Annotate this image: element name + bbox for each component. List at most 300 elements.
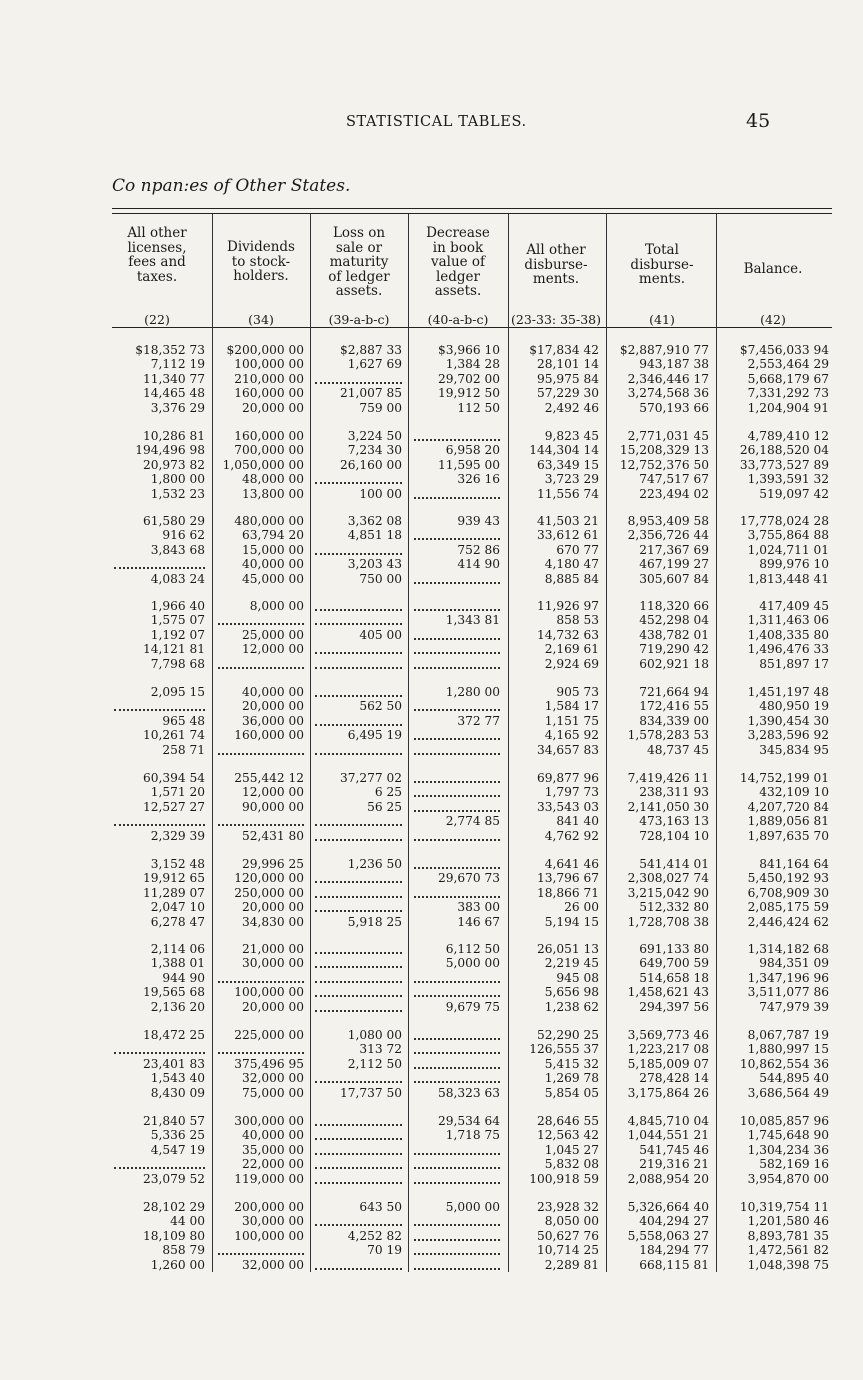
- table-cell: 4,851 18: [347, 528, 402, 543]
- table-cell: 1,880,997 15: [747, 1042, 829, 1057]
- table-cell: 37,277 02: [339, 771, 402, 785]
- table-cell: 9,679 75: [445, 999, 500, 1014]
- table-row: [0, 857, 863, 871]
- table-cell: 15,208,329 13: [619, 443, 709, 458]
- column-header: Total disburse- ments.: [630, 242, 694, 287]
- table-cell: 1,543 40: [150, 1071, 205, 1086]
- table-cell: 223,494 02: [639, 486, 709, 501]
- table-cell: 1,347,196 96: [747, 970, 829, 985]
- table-cell: 1,889,056 81: [747, 814, 829, 829]
- table-cell: 75,000 00: [241, 1085, 304, 1100]
- table-cell: 1,044,551 21: [627, 1128, 709, 1143]
- table-cell: 34,830 00: [241, 914, 304, 929]
- table-cell: 719,290 42: [639, 642, 709, 657]
- table-cell: 728,104 10: [639, 828, 709, 843]
- leader-dots: [315, 642, 402, 654]
- table-cell: 943,187 38: [639, 357, 709, 372]
- table-cell: 11,289 07: [142, 885, 205, 900]
- leader-dots: [315, 942, 402, 954]
- row-group: [0, 429, 863, 501]
- table-cell: 30,000 00: [241, 956, 304, 971]
- leader-dots: [218, 1243, 304, 1255]
- table-cell: 2,085,175 59: [747, 900, 829, 915]
- leader-dots: [414, 657, 500, 669]
- table-cell: 452,298 04: [639, 613, 709, 628]
- table-cell: 2,112 50: [347, 1056, 402, 1071]
- table-cell: 10,319,754 11: [739, 1200, 829, 1214]
- table-cell: 467,199 27: [639, 557, 709, 572]
- table-cell: 40,000 00: [241, 1128, 304, 1143]
- table-cell: 14,121 81: [142, 642, 205, 657]
- leader-dots: [414, 1143, 500, 1155]
- table-cell: 23,079 52: [142, 1171, 205, 1186]
- table-cell: 1,532 23: [150, 486, 205, 501]
- table-row: [0, 829, 863, 843]
- table-cell: 28,101 14: [536, 357, 599, 372]
- column-header: Balance.: [743, 261, 803, 277]
- table-cell: 160,000 00: [234, 728, 304, 743]
- leader-dots: [218, 814, 304, 826]
- leader-dots: [218, 613, 304, 625]
- table-cell: 541,414 01: [639, 857, 709, 871]
- leader-dots: [315, 1114, 402, 1126]
- table-cell: 11,926 97: [536, 599, 599, 613]
- table-row: [0, 1214, 863, 1228]
- table-cell: 8,067,787 19: [747, 1028, 829, 1042]
- table-row: [0, 871, 863, 885]
- column-code: (40-a-b-c): [427, 312, 489, 327]
- table-cell: 3,203 43: [347, 557, 402, 572]
- table-cell: 1,627 69: [347, 357, 402, 372]
- table-row: [0, 487, 863, 501]
- table-cell: 21,840 57: [142, 1114, 205, 1128]
- table-cell: 4,207,720 84: [747, 799, 829, 814]
- table-cell: 1,897,635 70: [747, 828, 829, 843]
- table-cell: 15,000 00: [241, 542, 304, 557]
- table-cell: $200,000 00: [226, 343, 304, 357]
- table-cell: 2,924 69: [544, 656, 599, 671]
- table-cell: 691,133 80: [639, 942, 709, 956]
- table-cell: 5,336 25: [150, 1128, 205, 1143]
- table-cell: 1,045 27: [544, 1142, 599, 1157]
- table-row: [0, 985, 863, 999]
- table-cell: 4,762 92: [544, 828, 599, 843]
- table-cell: 1,571 20: [150, 785, 205, 800]
- table-cell: 25,000 00: [241, 627, 304, 642]
- row-group: [0, 1200, 863, 1272]
- leader-dots: [414, 971, 500, 983]
- table-cell: 52,290 25: [536, 1028, 599, 1042]
- table-cell: 670 77: [556, 542, 599, 557]
- table-row: [0, 886, 863, 900]
- table-cell: 841 40: [556, 814, 599, 829]
- table-cell: 372 77: [457, 713, 500, 728]
- table-row: [0, 1071, 863, 1085]
- leader-dots: [315, 1258, 402, 1270]
- table-row: [0, 1172, 863, 1186]
- table-cell: 119,000 00: [234, 1171, 304, 1186]
- leader-dots: [315, 886, 402, 898]
- table-cell: 26,188,520 04: [739, 443, 829, 458]
- table-cell: 752 86: [457, 542, 500, 557]
- table-cell: 1,223,217 08: [627, 1042, 709, 1057]
- table-cell: 14,732 63: [536, 627, 599, 642]
- table-cell: 643 50: [359, 1200, 402, 1214]
- table-cell: 1,718 75: [445, 1128, 500, 1143]
- leader-dots: [315, 814, 402, 826]
- leader-dots: [414, 800, 500, 812]
- leader-dots: [315, 1214, 402, 1226]
- table-cell: 278,428 14: [639, 1071, 709, 1086]
- table-cell: 668,115 81: [639, 1257, 709, 1272]
- table-cell: 3,755,864 88: [747, 528, 829, 543]
- table-cell: 61,580 29: [142, 514, 205, 528]
- table-cell: 1,050,000 00: [222, 457, 304, 472]
- leader-dots: [414, 743, 500, 755]
- table-cell: 238,311 93: [639, 785, 709, 800]
- table-cell: 432,109 10: [759, 785, 829, 800]
- table-cell: 63,794 20: [241, 528, 304, 543]
- table-cell: 18,472 25: [142, 1028, 205, 1042]
- table-cell: 2,346,446 17: [627, 371, 709, 386]
- table-cell: 3,175,864 26: [627, 1085, 709, 1100]
- column-header: Loss on sale or maturity of ledger assets.: [328, 225, 390, 299]
- leader-dots: [414, 642, 500, 654]
- table-row: [0, 372, 863, 386]
- table-row: [0, 1128, 863, 1142]
- leader-dots: [315, 1000, 402, 1012]
- table-row: [0, 771, 863, 785]
- table-cell: 1,024,711 01: [747, 542, 829, 557]
- table-row: [0, 528, 863, 542]
- column-code: (41): [649, 312, 675, 327]
- table-cell: 5,326,664 40: [627, 1200, 709, 1214]
- leader-dots: [218, 971, 304, 983]
- table-cell: 512,332 80: [639, 900, 709, 915]
- table-cell: 4,165 92: [544, 728, 599, 743]
- table-cell: 12,000 00: [241, 642, 304, 657]
- table-cell: 10,286 81: [142, 429, 205, 443]
- table-cell: 899,976 10: [759, 557, 829, 572]
- table-cell: $3,966 10: [437, 343, 500, 357]
- table-cell: 57,229 30: [536, 386, 599, 401]
- table-row: [0, 557, 863, 571]
- column-code: (42): [760, 312, 786, 327]
- column-code: (39-a-b-c): [328, 312, 390, 327]
- table-cell: 12,000 00: [241, 785, 304, 800]
- leader-dots: [315, 1071, 402, 1083]
- table-cell: 144,304 14: [529, 443, 599, 458]
- table-row: [0, 657, 863, 671]
- table-row: [0, 357, 863, 371]
- leader-dots: [315, 1172, 402, 1184]
- table-cell: 841,164 64: [759, 857, 829, 871]
- page-number: 45: [746, 110, 771, 132]
- leader-dots: [414, 1229, 500, 1241]
- table-cell: 21,007 85: [339, 386, 402, 401]
- table-row: [0, 956, 863, 970]
- table-cell: 2,356,726 44: [627, 528, 709, 543]
- table-cell: 375,496 95: [234, 1056, 304, 1071]
- table-cell: 4,252 82: [347, 1228, 402, 1243]
- table-cell: 90,000 00: [241, 799, 304, 814]
- table-cell: 34,657 83: [536, 742, 599, 757]
- row-group: [0, 1114, 863, 1186]
- leader-dots: [218, 1042, 304, 1054]
- table-row: [0, 900, 863, 914]
- table-cell: 217,367 69: [639, 542, 709, 557]
- running-head: [0, 112, 863, 134]
- table-cell: 2,446,424 62: [747, 914, 829, 929]
- table-row: [0, 1229, 863, 1243]
- table-cell: 58,323 63: [437, 1085, 500, 1100]
- table-cell: 2,047 10: [150, 900, 205, 915]
- table-cell: 5,194 15: [544, 914, 599, 929]
- table-row: [0, 1114, 863, 1128]
- table-cell: 1,260 00: [150, 1257, 205, 1272]
- table-cell: 3,686,564 49: [747, 1085, 829, 1100]
- table-cell: 2,308,027 74: [627, 871, 709, 886]
- table-cell: 26,160 00: [339, 457, 402, 472]
- leader-dots: [114, 699, 205, 711]
- row-group: [0, 599, 863, 671]
- page-title: STATISTICAL TABLES.: [346, 114, 527, 130]
- table-cell: 1,236 50: [347, 857, 402, 871]
- table-cell: 33,543 03: [536, 799, 599, 814]
- leader-dots: [315, 871, 402, 883]
- table-cell: 2,219 45: [544, 956, 599, 971]
- table-cell: 514,658 18: [639, 970, 709, 985]
- table-cell: 480,000 00: [234, 514, 304, 528]
- table-cell: 916 62: [162, 528, 205, 543]
- table-cell: 219,316 21: [639, 1157, 709, 1172]
- table-cell: 1,192 07: [150, 627, 205, 642]
- table-row: [0, 915, 863, 929]
- leader-dots: [315, 985, 402, 997]
- leader-dots: [414, 572, 500, 584]
- table-cell: 1,311,463 06: [747, 613, 829, 628]
- table-row: [0, 1143, 863, 1157]
- leader-dots: [414, 1157, 500, 1169]
- table-cell: 26,051 13: [536, 942, 599, 956]
- table-cell: 40,000 00: [241, 685, 304, 699]
- leader-dots: [315, 956, 402, 968]
- table-row: [0, 599, 863, 613]
- table-cell: 26 00: [564, 900, 599, 915]
- table-cell: 3,274,568 36: [627, 386, 709, 401]
- table-cell: 700,000 00: [234, 443, 304, 458]
- table-cell: 1,201,580 46: [747, 1214, 829, 1229]
- table-cell: 100,000 00: [234, 1228, 304, 1243]
- table-cell: 4,641 46: [544, 857, 599, 871]
- table-cell: 602,921 18: [639, 656, 709, 671]
- leader-dots: [315, 971, 402, 983]
- table-cell: 305,607 84: [639, 571, 709, 586]
- table-cell: 7,331,292 73: [747, 386, 829, 401]
- table-cell: 5,918 25: [347, 914, 402, 929]
- table-row: [0, 800, 863, 814]
- table-cell: 544,895 40: [759, 1071, 829, 1086]
- table-cell: 12,527 27: [142, 799, 205, 814]
- table-cell: 112 50: [457, 400, 500, 415]
- table-cell: 11,340 77: [142, 371, 205, 386]
- table-cell: 6,708,909 30: [747, 885, 829, 900]
- table-cell: 1,080 00: [347, 1028, 402, 1042]
- table-cell: 4,083 24: [150, 571, 205, 586]
- table-cell: 5,415 32: [544, 1056, 599, 1071]
- table-cell: 10,085,857 96: [739, 1114, 829, 1128]
- row-group: [0, 942, 863, 1014]
- table-row: [0, 699, 863, 713]
- table-cell: 120,000 00: [234, 871, 304, 886]
- table-cell: 834,339 00: [639, 713, 709, 728]
- table-cell: 1,390,454 30: [747, 713, 829, 728]
- table-cell: 1,151 75: [544, 713, 599, 728]
- leader-dots: [315, 1157, 402, 1169]
- leader-dots: [414, 628, 500, 640]
- row-group: [0, 343, 863, 415]
- table-cell: 5,000 00: [445, 1200, 500, 1214]
- table-cell: 326 16: [457, 472, 500, 487]
- leader-dots: [414, 785, 500, 797]
- table-cell: 2,169 61: [544, 642, 599, 657]
- table-cell: 194,496 98: [135, 443, 205, 458]
- table-cell: 570,193 66: [639, 400, 709, 415]
- table-cell: $18,352 73: [135, 343, 205, 357]
- table-cell: 3,569,773 46: [627, 1028, 709, 1042]
- section-title: Co npan:es of Other States.: [112, 176, 351, 196]
- table-cell: 1,728,708 38: [627, 914, 709, 929]
- table-cell: 1,388 01: [150, 956, 205, 971]
- table-cell: 41,503 21: [536, 514, 599, 528]
- table-cell: 1,496,476 33: [747, 642, 829, 657]
- table-cell: 747,517 67: [639, 472, 709, 487]
- table-cell: 5,000 00: [445, 956, 500, 971]
- table-cell: 1,575 07: [150, 613, 205, 628]
- table-cell: 20,000 00: [241, 999, 304, 1014]
- table-cell: 23,928 32: [536, 1200, 599, 1214]
- table-cell: 8,953,409 58: [627, 514, 709, 528]
- table-cell: 417,409 45: [759, 599, 829, 613]
- column-header: Decrease in book value of ledger assets.: [426, 225, 490, 299]
- table-cell: $7,456,033 94: [739, 343, 829, 357]
- table-cell: 582,169 16: [759, 1157, 829, 1172]
- table-cell: 45,000 00: [241, 571, 304, 586]
- table-cell: 2,329 39: [150, 828, 205, 843]
- leader-dots: [414, 985, 500, 997]
- table-cell: 9,823 45: [544, 429, 599, 443]
- table-cell: 8,050 00: [544, 1214, 599, 1229]
- table-cell: 4,180 47: [544, 557, 599, 572]
- table-cell: 1,797 73: [544, 785, 599, 800]
- table-cell: 1,238 62: [544, 999, 599, 1014]
- table-cell: 2,136 20: [150, 999, 205, 1014]
- table-cell: 858 79: [162, 1243, 205, 1258]
- table-row: [0, 1028, 863, 1042]
- table-cell: 29,702 00: [437, 371, 500, 386]
- leader-dots: [414, 528, 500, 540]
- table-row: [0, 514, 863, 528]
- table-row: [0, 971, 863, 985]
- table-cell: 1,304,234 36: [747, 1142, 829, 1157]
- table-row: [0, 814, 863, 828]
- table-cell: 405 00: [359, 627, 402, 642]
- table-cell: 22,000 00: [241, 1157, 304, 1172]
- leader-dots: [315, 714, 402, 726]
- table-cell: 20,000 00: [241, 400, 304, 415]
- table-cell: 1,314,182 68: [747, 942, 829, 956]
- column-header: All other licenses, fees and taxes.: [127, 225, 187, 285]
- table-row: [0, 572, 863, 586]
- table-cell: 1,800 00: [150, 472, 205, 487]
- table-cell: 44 00: [170, 1214, 205, 1229]
- leader-dots: [414, 487, 500, 499]
- table-cell: 12,563 42: [536, 1128, 599, 1143]
- table-cell: 20,973 82: [142, 457, 205, 472]
- table-cell: 20,000 00: [241, 900, 304, 915]
- table-cell: 160,000 00: [234, 429, 304, 443]
- table-cell: 1,966 40: [150, 599, 205, 613]
- table-cell: 13,796 67: [536, 871, 599, 886]
- table-cell: 36,000 00: [241, 713, 304, 728]
- table-cell: 984,351 09: [759, 956, 829, 971]
- table-row: [0, 458, 863, 472]
- leader-dots: [315, 1128, 402, 1140]
- table-row: [0, 472, 863, 486]
- table-cell: 438,782 01: [639, 627, 709, 642]
- table-cell: 7,234 30: [347, 443, 402, 458]
- table-cell: 6,958 20: [445, 443, 500, 458]
- column-header: Dividends to stock- holders.: [227, 239, 295, 284]
- table-cell: 649,700 59: [639, 956, 709, 971]
- leader-dots: [414, 1172, 500, 1184]
- table-row: [0, 728, 863, 742]
- table-cell: 905 73: [556, 685, 599, 699]
- table-cell: 945 08: [556, 970, 599, 985]
- leader-dots: [218, 657, 304, 669]
- table-row: [0, 1042, 863, 1056]
- table-row: [0, 1086, 863, 1100]
- table-cell: 4,845,710 04: [627, 1114, 709, 1128]
- table-cell: 345,834 95: [759, 742, 829, 757]
- table-cell: 1,393,591 32: [747, 472, 829, 487]
- table-cell: 5,558,063 27: [627, 1228, 709, 1243]
- table-cell: 4,547 19: [150, 1142, 205, 1157]
- leader-dots: [114, 557, 205, 569]
- table-cell: 19,912 50: [437, 386, 500, 401]
- table-cell: 8,885 84: [544, 571, 599, 586]
- table-cell: 95,975 84: [536, 371, 599, 386]
- leader-dots: [315, 829, 402, 841]
- table-cell: 17,737 50: [339, 1085, 402, 1100]
- table-cell: 4,789,410 12: [747, 429, 829, 443]
- table-cell: 52,431 80: [241, 828, 304, 843]
- leader-dots: [315, 472, 402, 484]
- leader-dots: [414, 599, 500, 611]
- leader-dots: [414, 699, 500, 711]
- table-cell: 28,102 29: [142, 1200, 205, 1214]
- table-cell: 414 90: [457, 557, 500, 572]
- table-cell: 1,269 78: [544, 1071, 599, 1086]
- leader-dots: [315, 900, 402, 912]
- table-row: [0, 942, 863, 956]
- leader-dots: [414, 1028, 500, 1040]
- table-cell: 3,376 29: [150, 400, 205, 415]
- leader-dots: [414, 1071, 500, 1083]
- table-row: [0, 1000, 863, 1014]
- table-cell: 2,771,031 45: [627, 429, 709, 443]
- leader-dots: [414, 429, 500, 441]
